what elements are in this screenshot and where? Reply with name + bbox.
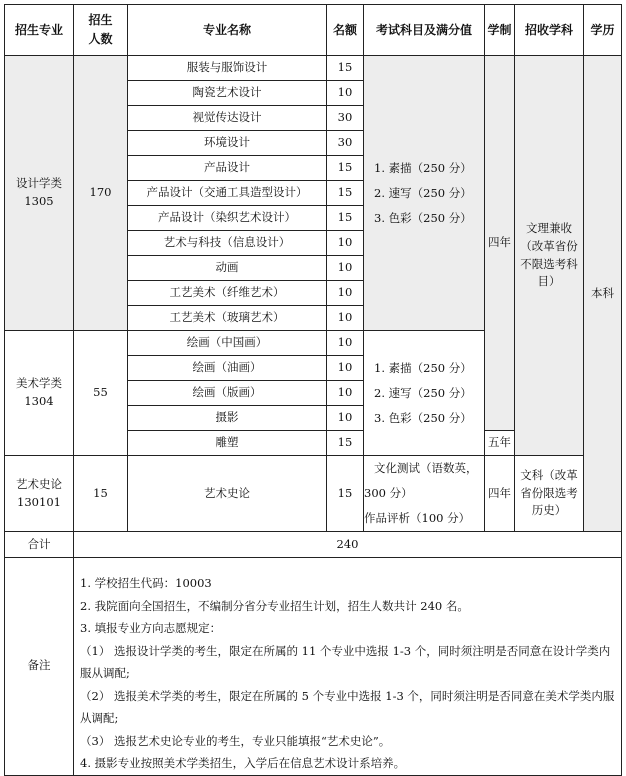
note-item: （1） 选报设计学类的考生，限定在所属的 11 个专业中选报 1-3 个，同时须注明是否同意在设计学类内服从调配; bbox=[80, 643, 611, 680]
major-name: 陶瓷艺术设计 bbox=[128, 81, 327, 106]
major-name: 视觉传达设计 bbox=[128, 106, 327, 131]
major-quota: 10 bbox=[327, 406, 364, 431]
major-name: 产品设计（交通工具造型设计） bbox=[128, 181, 327, 206]
col-enroll-count: 招生人数 bbox=[74, 5, 128, 56]
major-name: 绘画（版画） bbox=[128, 381, 327, 406]
major-name: 艺术与科技（信息设计） bbox=[128, 231, 327, 256]
fineart-total: 55 bbox=[74, 331, 128, 456]
col-exam: 考试科目及满分值 bbox=[364, 5, 485, 56]
major-name: 产品设计（染织艺术设计） bbox=[128, 206, 327, 231]
major-name: 产品设计 bbox=[128, 156, 327, 181]
major-quota: 30 bbox=[327, 106, 364, 131]
total-label: 合计 bbox=[5, 532, 74, 558]
major-quota: 15 bbox=[327, 156, 364, 181]
major-quota: 15 bbox=[327, 181, 364, 206]
major-quota: 15 bbox=[327, 56, 364, 81]
note-item: 4. 摄影专业按照美术学类招生，入学后在信息艺术设计系培养。 bbox=[80, 756, 406, 770]
note-item: （2） 选报美术学类的考生，限定在所属的 5 个专业中选报 1-3 个，同时须注明是否同意在美术学类内服从调配; bbox=[80, 688, 615, 725]
major-quota: 15 bbox=[327, 431, 364, 456]
major-quota: 10 bbox=[327, 81, 364, 106]
admission-table bbox=[4, 4, 622, 776]
major-name: 绘画（中国画） bbox=[128, 331, 327, 356]
table-row bbox=[5, 56, 622, 81]
major-name: 环境设计 bbox=[128, 131, 327, 156]
major-name: 绘画（油画） bbox=[128, 356, 327, 381]
arthistory-years: 四年 bbox=[485, 456, 515, 532]
years-five: 五年 bbox=[485, 431, 515, 456]
note-item: 1. 学校招生代码：10003 bbox=[80, 576, 212, 590]
subjects-main: 文理兼收 （改革省份 不限选考科 目） bbox=[515, 56, 584, 456]
header-row bbox=[5, 5, 622, 56]
table-row bbox=[5, 456, 622, 532]
major-quota: 10 bbox=[327, 356, 364, 381]
major-quota: 10 bbox=[327, 256, 364, 281]
design-category: 设计学类 1305 bbox=[5, 56, 74, 331]
fineart-category: 美术学类 1304 bbox=[5, 331, 74, 456]
arthistory-total: 15 bbox=[74, 456, 128, 532]
arthistory-exam: 文化测试（语数英， 300 分） 作品评析（100 分） bbox=[364, 456, 485, 532]
notes-row bbox=[5, 558, 622, 776]
major-name: 动画 bbox=[128, 256, 327, 281]
col-degree: 学历 bbox=[584, 5, 622, 56]
major-name: 工艺美术（玻璃艺术） bbox=[128, 306, 327, 331]
major-name: 服装与服饰设计 bbox=[128, 56, 327, 81]
major-quota: 10 bbox=[327, 281, 364, 306]
col-years: 学制 bbox=[485, 5, 515, 56]
major-name: 摄影 bbox=[128, 406, 327, 431]
degree: 本科 bbox=[584, 56, 622, 532]
major-quota: 10 bbox=[327, 306, 364, 331]
major-quota: 15 bbox=[327, 206, 364, 231]
major-quota: 10 bbox=[327, 231, 364, 256]
major-quota: 10 bbox=[327, 331, 364, 356]
fineart-exam: 1. 素描（250 分） 2. 速写（250 分） 3. 色彩（250 分） bbox=[364, 331, 485, 456]
note-item: 2. 我院面向全国招生，不编制分省分专业招生计划，招生人数共计 240 名。 bbox=[80, 598, 469, 613]
total-row bbox=[5, 532, 622, 558]
col-subjects: 招收学科 bbox=[515, 5, 584, 56]
major-name: 艺术史论 bbox=[128, 456, 327, 532]
col-major-name: 专业名称 bbox=[128, 5, 327, 56]
major-quota: 10 bbox=[327, 381, 364, 406]
notes-label: 备注 bbox=[5, 558, 74, 776]
notes-content bbox=[74, 558, 622, 776]
col-major-category: 招生专业 bbox=[5, 5, 74, 56]
total-value: 240 bbox=[74, 532, 622, 558]
design-total: 170 bbox=[74, 56, 128, 331]
design-exam: 1. 素描（250 分） 2. 速写（250 分） 3. 色彩（250 分） bbox=[364, 56, 485, 331]
note-item: 3. 填报专业方向志愿规定： bbox=[80, 621, 222, 635]
note-item: （3） 选报艺术史论专业的考生，专业只能填报“艺术史论”。 bbox=[80, 733, 391, 748]
major-name: 工艺美术（纤维艺术） bbox=[128, 281, 327, 306]
arthistory-category: 艺术史论 130101 bbox=[5, 456, 74, 532]
major-quota: 30 bbox=[327, 131, 364, 156]
col-quota: 名额 bbox=[327, 5, 364, 56]
years-four: 四年 bbox=[485, 56, 515, 431]
arthistory-subjects: 文科（改革 省份限选考 历史） bbox=[515, 456, 584, 532]
major-name: 雕塑 bbox=[128, 431, 327, 456]
major-quota: 15 bbox=[327, 456, 364, 532]
